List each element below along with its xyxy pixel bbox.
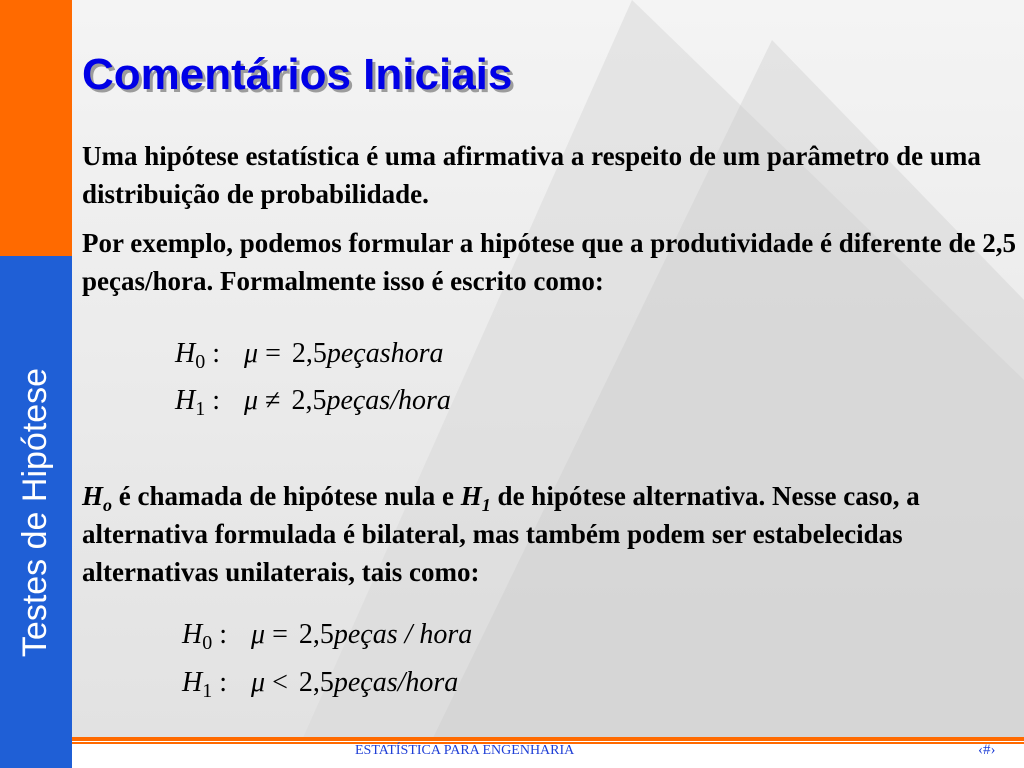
eq-colon: : <box>205 385 221 416</box>
equation-h0-bilateral <box>175 337 444 371</box>
eq-subscript: 1 <box>202 680 213 702</box>
footer-divider <box>72 737 1024 741</box>
eq-value: 2,5 <box>291 385 327 416</box>
paragraph3-end: de hipótese alternativa. Nesse caso, a alternativa formulada é bilateral, mas também podem ser estabelecidas alternativas unilaterais, tais como: <box>82 481 920 587</box>
eq-unit: peçashora <box>326 338 444 369</box>
paragraph3-middle: é chamada de hipótese nula e <box>112 481 461 511</box>
eq-subscript: 0 <box>195 351 206 373</box>
inline-h0 <box>82 481 113 515</box>
inline-h1 <box>460 481 491 515</box>
inline-h0-sub: o <box>103 495 113 515</box>
equation-h0-unilateral <box>182 618 472 652</box>
eq-colon: : <box>212 667 228 698</box>
eq-unit: peças / hora <box>333 619 473 650</box>
eq-mu: μ <box>244 385 259 416</box>
eq-symbol-h: H <box>175 385 196 416</box>
eq-mu: μ <box>251 619 266 650</box>
eq-mu: μ <box>251 667 266 698</box>
equation-h1-unilateral <box>182 666 458 700</box>
eq-colon: : <box>205 338 221 369</box>
eq-unit: peças/hora <box>326 385 451 416</box>
paragraph-example: Por exemplo, podemos formular a hipótese que a produtividade é diferente de 2,5 peças/hora. Formalmente isso é escrito como: <box>82 228 1016 296</box>
footer-text: ESTATÍSTICA PARA ENGENHARIA <box>355 743 575 758</box>
eq-colon: : <box>212 619 228 650</box>
sidebar-title: Testes de Hipótese <box>16 367 55 657</box>
eq-value: 2,5 <box>298 619 334 650</box>
eq-operator: = <box>265 338 281 369</box>
eq-symbol-h: H <box>182 667 203 698</box>
eq-unit: peças/hora <box>333 667 459 698</box>
paragraph-definition: Uma hipótese estatística é uma afirmativa a respeito de um parâmetro de uma distribuição de probabilidade. <box>82 141 981 209</box>
inline-h1-letter: H <box>460 481 482 511</box>
eq-value: 2,5 <box>298 667 334 698</box>
eq-subscript: 1 <box>195 398 206 420</box>
eq-mu: μ <box>244 338 259 369</box>
sidebar-top-bar <box>0 0 72 256</box>
inline-h1-sub: 1 <box>481 495 491 515</box>
inline-h0-letter: H <box>82 481 104 511</box>
page-number: ‹#› <box>978 742 996 758</box>
slide-title: Comentários Iniciais <box>82 50 513 99</box>
sidebar-title-container <box>0 256 72 768</box>
eq-value: 2,5 <box>291 338 327 369</box>
equation-h1-bilateral <box>175 384 451 418</box>
eq-symbol-h: H <box>175 338 196 369</box>
eq-operator: ≠ <box>265 385 281 416</box>
eq-operator: < <box>272 667 288 698</box>
paragraph-hypotheses <box>82 477 1017 591</box>
eq-symbol-h: H <box>182 619 203 650</box>
eq-subscript: 0 <box>202 632 213 654</box>
eq-operator: = <box>272 619 288 650</box>
